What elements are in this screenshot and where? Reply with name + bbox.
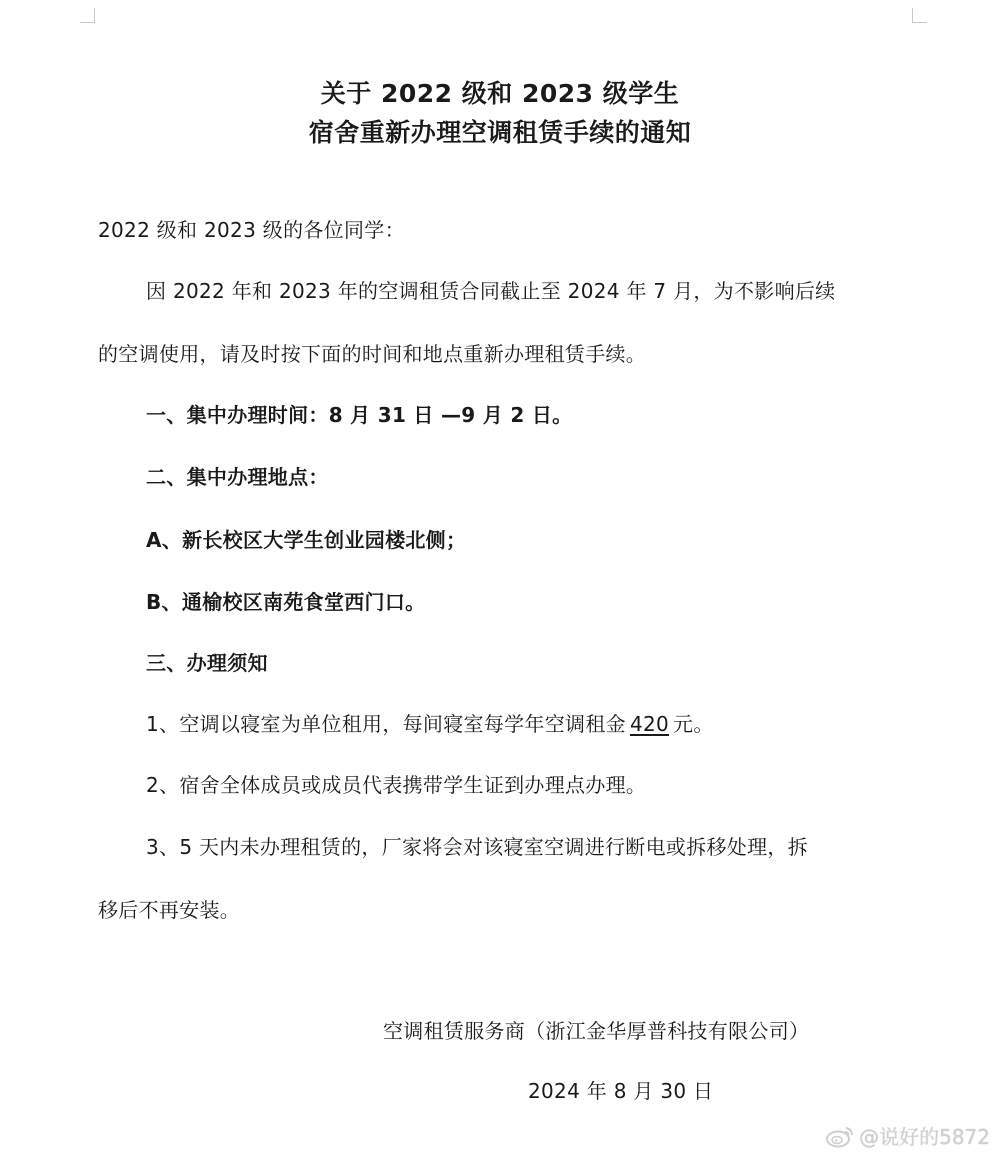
weibo-icon: [825, 1124, 855, 1148]
notice-date: 2024 年 8 月 30 日: [528, 1079, 714, 1103]
instruction-1: [146, 711, 714, 737]
instruction-3-line-2: 移后不再安装。: [98, 898, 241, 922]
signer: 空调租赁服务商（浙江金华厚普科技有限公司）: [383, 1019, 810, 1043]
notice-title-line-2: 宿舍重新办理空调租赁手续的通知: [308, 118, 692, 147]
section-time: 一、集中办理时间：8 月 31 日 —9 月 2 日。: [146, 403, 573, 427]
instruction-1-suffix: 元。: [673, 712, 714, 736]
rent-amount: 420: [629, 712, 670, 736]
section-location: 二、集中办理地点：: [146, 465, 329, 489]
instruction-3-line-1: 3、5 天内未办理租赁的，厂家将会对该寝室空调进行断电或拆移处理，拆: [146, 835, 809, 859]
crop-mark-top-right: [912, 8, 927, 23]
intro-paragraph-line-2: 的空调使用，请及时按下面的时间和地点重新办理租赁手续。: [98, 342, 647, 366]
watermark: [825, 1121, 990, 1150]
location-b: B、通榆校区南苑食堂西门口。: [146, 590, 426, 614]
salutation: 2022 级和 2023 级的各位同学：: [98, 218, 405, 242]
crop-mark-top-left: [80, 8, 95, 23]
section-instructions: 三、办理须知: [146, 651, 268, 675]
intro-paragraph-line-1: 因 2022 年和 2023 年的空调租赁合同截止至 2024 年 7 月，为不影响后续: [146, 279, 836, 303]
instruction-2: 2、宿舍全体成员或成员代表携带学生证到办理点办理。: [146, 773, 647, 797]
instruction-1-prefix: 1、空调以寝室为单位租用，每间寝室每学年空调租金: [146, 712, 626, 736]
watermark-text: @说好的5872: [859, 1125, 990, 1149]
location-a: A、新长校区大学生创业园楼北侧；: [146, 528, 467, 552]
notice-title-line-1: 关于 2022 级和 2023 级学生: [320, 79, 680, 108]
